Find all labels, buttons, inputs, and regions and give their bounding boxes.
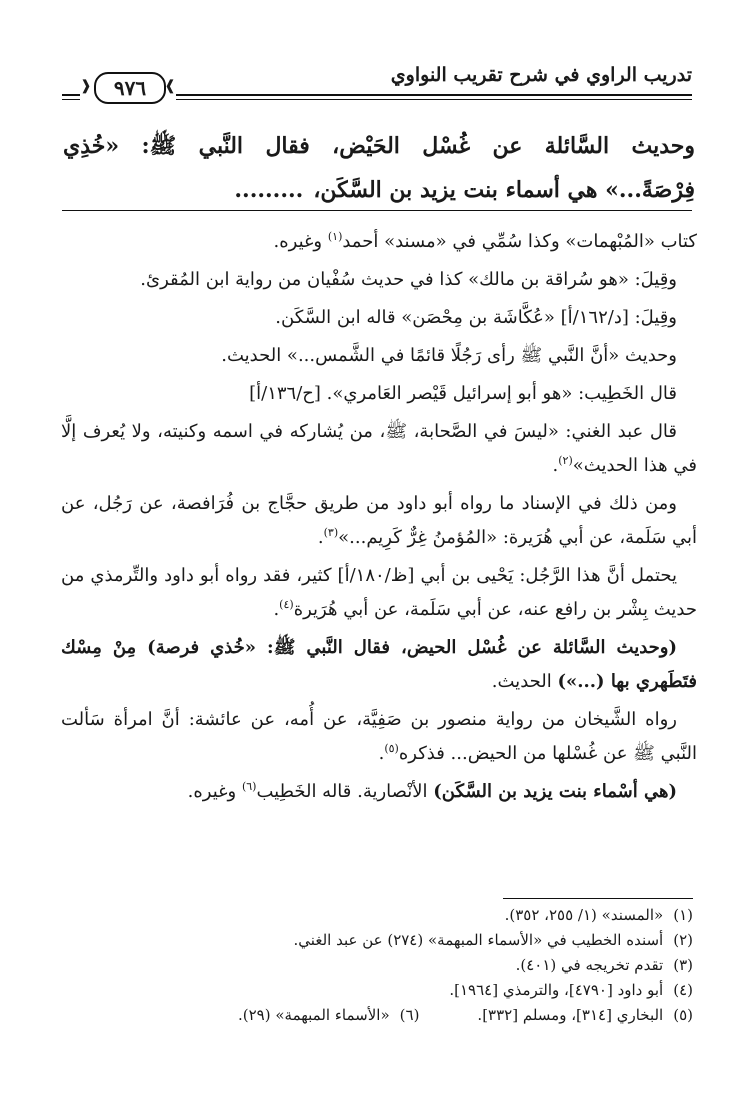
paragraph-5: قال الخَطِيب: «هو أبو إسرائيل قَيْصر العَامري». [ح/١٣٦/أ]: [249, 383, 677, 404]
paragraph-7-end: .: [317, 527, 324, 548]
paragraph-6-end: .: [552, 455, 559, 476]
footnote-item: [63, 978, 693, 1003]
footnote-text: البخاري [٣١٤]، ومسلم [٣٣٢].: [477, 1006, 664, 1024]
paragraph-1: [61, 225, 697, 259]
paragraph-11-end: وغيره.: [187, 781, 242, 802]
paragraph-8-text: يحتمل أنَّ هذا الرَّجُل: يَحْيى بن أبي [ظ/١٨٠/أ] كثير، فقد رواه أبو داود والتِّرمذي من حديث بِشْر بن رافع عنه، عن أبي سَلَمة، عن أبي هُرَيرة: [61, 565, 697, 620]
paragraph-11-text: الأنْصارية. قاله الخَطِيب: [256, 781, 434, 802]
page-number: ٩٧٦: [94, 72, 166, 104]
footnote-divider: [503, 898, 693, 899]
paragraph-10-text: رواه الشَّيخان من رواية منصور بن صَفِيَّة، عن أُمه، عن عائشة: أنَّ امرأة سَألت النَّبي ﷺ عن غُسْلها من الحيض... فذكره: [61, 709, 697, 764]
footnote-ref-4[interactable]: (٤): [279, 598, 294, 611]
footnote-item: [63, 928, 693, 953]
footnote-item: [63, 953, 693, 978]
paragraph-8-end: .: [273, 599, 280, 620]
paragraph-9-end: الحديث.: [491, 671, 558, 692]
paragraph-11: [61, 775, 697, 809]
footnote-text: تقدم تخريجه في (٤٠١).: [515, 956, 664, 974]
lemma-dots: .........: [234, 177, 304, 203]
commentary-body: [61, 225, 697, 813]
page-header: [62, 60, 692, 104]
footnote-item-6: [238, 1006, 419, 1024]
footnote-text: أبو داود [٤٧٩٠]، والترمذي [١٩٦٤].: [449, 981, 664, 999]
paragraph-7-text: ومن ذلك في الإسناد ما رواه أبو داود من طريق حجَّاج بن فُرَافصة، عن رَجُل، عن أبي سَلَمة، عن أبي هُرَيرة: «المُؤمنُ غِرٌّ كَرِيم...»: [61, 493, 697, 548]
lemma-divider: [62, 210, 692, 211]
running-title: تدريب الراوي في شرح تقريب النواوي: [383, 64, 692, 86]
paragraph-7: [61, 487, 697, 555]
matn-lemma: [63, 124, 695, 212]
paragraph-6: [61, 415, 697, 483]
paragraph-10: [61, 703, 697, 771]
footnote-number: (٤): [673, 981, 693, 999]
footnotes: [63, 903, 693, 1028]
footnote-number: (٦): [399, 1006, 420, 1024]
paragraph-2: وقِيلَ: «هو سُراقة بن مالك» كذا في حديث سُفْيان من رواية ابن المُقرئ.: [140, 269, 677, 290]
footnote-ref-5[interactable]: (٥): [384, 742, 399, 755]
lemma-line-2-text: فِرْصَةً...» هي أسماء بنت يزيد بن السَّكَن،: [313, 177, 695, 203]
footnote-text: «المسند» (١/ ٢٥٥، ٣٥٢).: [504, 906, 664, 924]
ornament-left-icon: ❰: [80, 78, 92, 94]
paragraph-1-end: وغيره.: [273, 231, 328, 252]
footnote-text: «الأسماء المبهمة» (٢٩).: [237, 1006, 390, 1024]
footnote-ref-3[interactable]: (٣): [323, 526, 339, 539]
footnote-item: [63, 1003, 693, 1028]
footnote-ref-6[interactable]: (٦): [241, 780, 257, 793]
footnote-number: (٥): [673, 1006, 693, 1024]
paragraph-9-lemma: (وحديث السَّائلة عن غُسْل الحيض، فقال النَّبي ﷺ: «خُذي فرصة) مِنْ مِسْك فتَطَهري بها (...»): [61, 637, 697, 692]
ornament-right-icon: ❱: [164, 78, 176, 94]
paragraph-6-text: قال عبد الغني: «ليسَ في الصَّحابة، ﷺ، من يُشاركه في اسمه وكنيته، ولا يُعرف إلَّا في هذا الحديث»: [61, 421, 697, 476]
footnote-number: (١): [673, 906, 693, 924]
page-number-frame: [80, 72, 176, 102]
paragraph-1-text: كتاب «المُبْهمات» وكذا سُمِّي في «مسند» أحمد: [342, 231, 697, 252]
paragraph-8: [61, 559, 697, 627]
footnote-ref-1[interactable]: (١): [327, 230, 343, 243]
footnote-text: أسنده الخطيب في «الأسماء المبهمة» (٢٧٤) عن عبد الغني.: [293, 931, 664, 949]
paragraph-9: [61, 631, 697, 699]
footnote-number: (٢): [673, 931, 693, 949]
footnote-item: [63, 903, 693, 928]
footnote-number: (٣): [673, 956, 693, 974]
paragraph-11-lemma: (هي أسْماء بنت يزيد بن السَّكَن): [433, 781, 677, 802]
paragraph-4: وحديث «أنَّ النَّبي ﷺ رأى رَجُلًا قائمًا في الشَّمس...» الحديث.: [221, 345, 677, 366]
paragraph-3: وقِيلَ: [د/١٦٢/أ] «عُكَّاشَة بن مِحْصَن» قاله ابن السَّكَن.: [275, 307, 677, 328]
lemma-line-1: وحديث السَّائلة عن غُسْل الحَيْض، فقال النَّبي ﷺ: «خُذِي: [63, 133, 695, 159]
paragraph-10-end: .: [378, 743, 385, 764]
lemma-line-2: [63, 168, 695, 212]
footnote-ref-2[interactable]: (٢): [558, 454, 573, 467]
